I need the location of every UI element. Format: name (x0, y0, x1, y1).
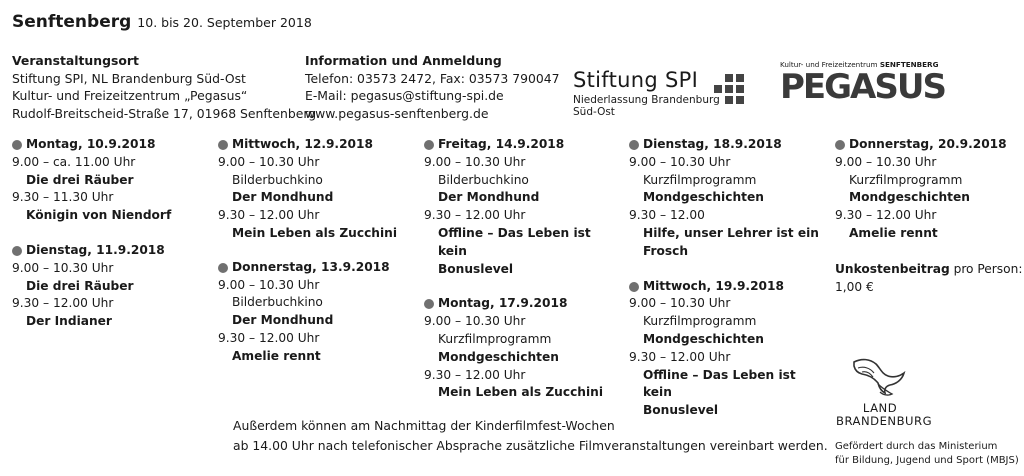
film-title: Die drei Räuber (26, 278, 134, 293)
film-title: Mondgeschichten (643, 190, 764, 205)
day-heading: Dienstag, 11.9.2018 (12, 242, 208, 260)
day-heading: Dienstag, 18.9.2018 (629, 136, 825, 154)
film-title: Die drei Räuber (26, 172, 134, 187)
schedule-day (12, 136, 208, 225)
film-title-cont: Bonuslevel (438, 261, 514, 276)
stiftung-spi-logo (573, 68, 720, 118)
schedule-column-1 (12, 136, 208, 331)
day-heading: Mittwoch, 19.9.2018 (629, 278, 825, 296)
time-slot: 9.00 – 10.30 Uhr (424, 314, 526, 329)
spi-squares-icon (712, 74, 750, 108)
program-type: Bilderbuchkino (232, 295, 323, 310)
venue-line: Rudolf-Breitscheid-Straße 17, 01968 Senftenberg (12, 105, 317, 121)
page-title (12, 12, 312, 32)
land-line2: BRANDENBURG (836, 413, 933, 428)
time-slot: 9.30 – 12.00 Uhr (218, 208, 320, 223)
schedule-column-4 (629, 136, 825, 420)
time-slot: 9.00 – 10.30 Uhr (424, 154, 526, 169)
program-type: Kurzfilmprogramm (643, 314, 757, 329)
film-title: Amelie rennt (849, 225, 938, 240)
film-title-cont: Bonuslevel (643, 403, 719, 418)
spi-logo-sub2: Süd-Ost (573, 105, 615, 118)
email-link[interactable]: E-Mail: pegasus@stiftung-spi.de (305, 88, 504, 104)
fee-label: Unkostenbeitrag (835, 262, 950, 276)
brandenburg-logo (836, 401, 933, 428)
film-title: Amelie rennt (232, 348, 321, 363)
schedule-day (629, 278, 825, 420)
venue-line: Stiftung SPI, NL Brandenburg Süd-Ost (12, 70, 246, 86)
event-dates: 10. bis 20. September 2018 (137, 15, 312, 30)
city-name: Senftenberg (12, 12, 132, 32)
film-title: Der Indianer (26, 314, 112, 329)
time-slot: 9.00 – 10.30 Uhr (218, 154, 320, 169)
film-title: Der Mondhund (438, 190, 540, 205)
time-slot: 9.30 – 12.00 Uhr (424, 208, 526, 223)
funding-caption (835, 440, 1019, 468)
schedule-day (629, 136, 825, 261)
film-title: Der Mondhund (232, 313, 334, 328)
fee-amount: 1,00 € (835, 280, 874, 294)
day-heading: Montag, 17.9.2018 (424, 295, 620, 313)
venue-heading: Veranstaltungsort (12, 53, 139, 68)
phone-fax: Telefon: 03573 2472, Fax: 03573 790047 (305, 70, 560, 86)
time-slot: 9.30 – 12.00 Uhr (12, 296, 114, 311)
schedule-column-3 (424, 136, 620, 402)
film-title: Mein Leben als Zucchini (232, 225, 398, 240)
film-title: Mein Leben als Zucchini (438, 385, 604, 400)
schedule-day (218, 259, 414, 366)
pegasus-logo (780, 60, 945, 107)
time-slot: 9.00 – 10.30 Uhr (12, 260, 114, 275)
brandenburg-eagle-icon (848, 356, 908, 402)
time-slot: 9.30 – 12.00 Uhr (218, 330, 320, 345)
film-title: Mondgeschichten (643, 331, 764, 346)
contact-block (305, 52, 560, 122)
time-slot: 9.00 – ca. 11.00 Uhr (12, 154, 136, 169)
program-type: Kurzfilmprogramm (438, 331, 552, 346)
time-slot: 9.00 – 10.30 Uhr (835, 154, 937, 169)
additional-info-note (233, 416, 828, 455)
program-type: Bilderbuchkino (438, 172, 529, 187)
schedule-day (12, 242, 208, 331)
funding-caption-line2: für Bildung, Jugend und Sport (MBJS) (835, 455, 1019, 466)
pegasus-logo-word: PEGASUS (780, 67, 945, 107)
note-line2: ab 14.00 Uhr nach telefonischer Absprache zusätzliche Filmveranstaltungen vereinbart werden. (233, 437, 828, 453)
program-type: Kurzfilmprogramm (849, 172, 963, 187)
film-title: Offline – Das Leben ist kein (643, 367, 796, 400)
film-title: Mondgeschichten (849, 190, 970, 205)
schedule-day (424, 136, 620, 278)
schedule-day (835, 136, 1020, 243)
time-slot: 9.00 – 10.30 Uhr (218, 277, 320, 292)
time-slot: 9.00 – 10.30 Uhr (629, 154, 731, 169)
program-type: Kurzfilmprogramm (643, 172, 757, 187)
funding-caption-line1: Gefördert durch das Ministerium (835, 441, 998, 452)
land-line1: LAND (862, 401, 898, 415)
venue-line: Kultur- und Freizeitzentrum „Pegasus“ (12, 88, 248, 104)
film-title: Hilfe, unser Lehrer ist ein (643, 225, 819, 240)
film-title: Offline – Das Leben ist kein (438, 225, 591, 258)
schedule-column-5 (835, 136, 1020, 243)
spi-logo-sub1: Niederlassung Brandenburg (573, 94, 720, 106)
time-slot: 9.30 – 12.00 Uhr (629, 349, 731, 364)
time-slot: 9.30 – 12.00 Uhr (835, 208, 937, 223)
film-title: Königin von Niendorf (26, 208, 172, 223)
venue-block (12, 52, 316, 122)
schedule-day (424, 295, 620, 402)
time-slot: 9.30 – 12.00 (629, 208, 705, 223)
day-heading: Donnerstag, 13.9.2018 (218, 259, 414, 277)
time-slot: 9.30 – 12.00 Uhr (424, 367, 526, 382)
day-heading: Donnerstag, 20.9.2018 (835, 136, 1020, 154)
schedule-day (218, 136, 414, 243)
pegasus-logo-tagline: Kultur- und Freizeitzentrum SENFTENBERG (780, 60, 939, 69)
schedule-column-2 (218, 136, 414, 366)
film-title-cont: Frosch (643, 243, 689, 258)
time-slot: 9.30 – 11.30 Uhr (12, 190, 114, 205)
fee-block (835, 260, 1022, 296)
day-heading: Mittwoch, 12.9.2018 (218, 136, 414, 154)
film-title: Der Mondhund (232, 190, 334, 205)
spi-logo-name: Stiftung SPI (573, 68, 699, 92)
contact-heading: Information und Anmeldung (305, 53, 502, 68)
time-slot: 9.00 – 10.30 Uhr (629, 296, 731, 311)
program-type: Bilderbuchkino (232, 172, 323, 187)
day-heading: Freitag, 14.9.2018 (424, 136, 620, 154)
film-title: Mondgeschichten (438, 349, 559, 364)
website-link[interactable]: www.pegasus-senftenberg.de (305, 105, 489, 121)
fee-suffix: pro Person: (949, 262, 1023, 276)
day-heading: Montag, 10.9.2018 (12, 136, 208, 154)
note-line1: Außerdem können am Nachmittag der Kinderfilmfest-Wochen (233, 418, 615, 433)
